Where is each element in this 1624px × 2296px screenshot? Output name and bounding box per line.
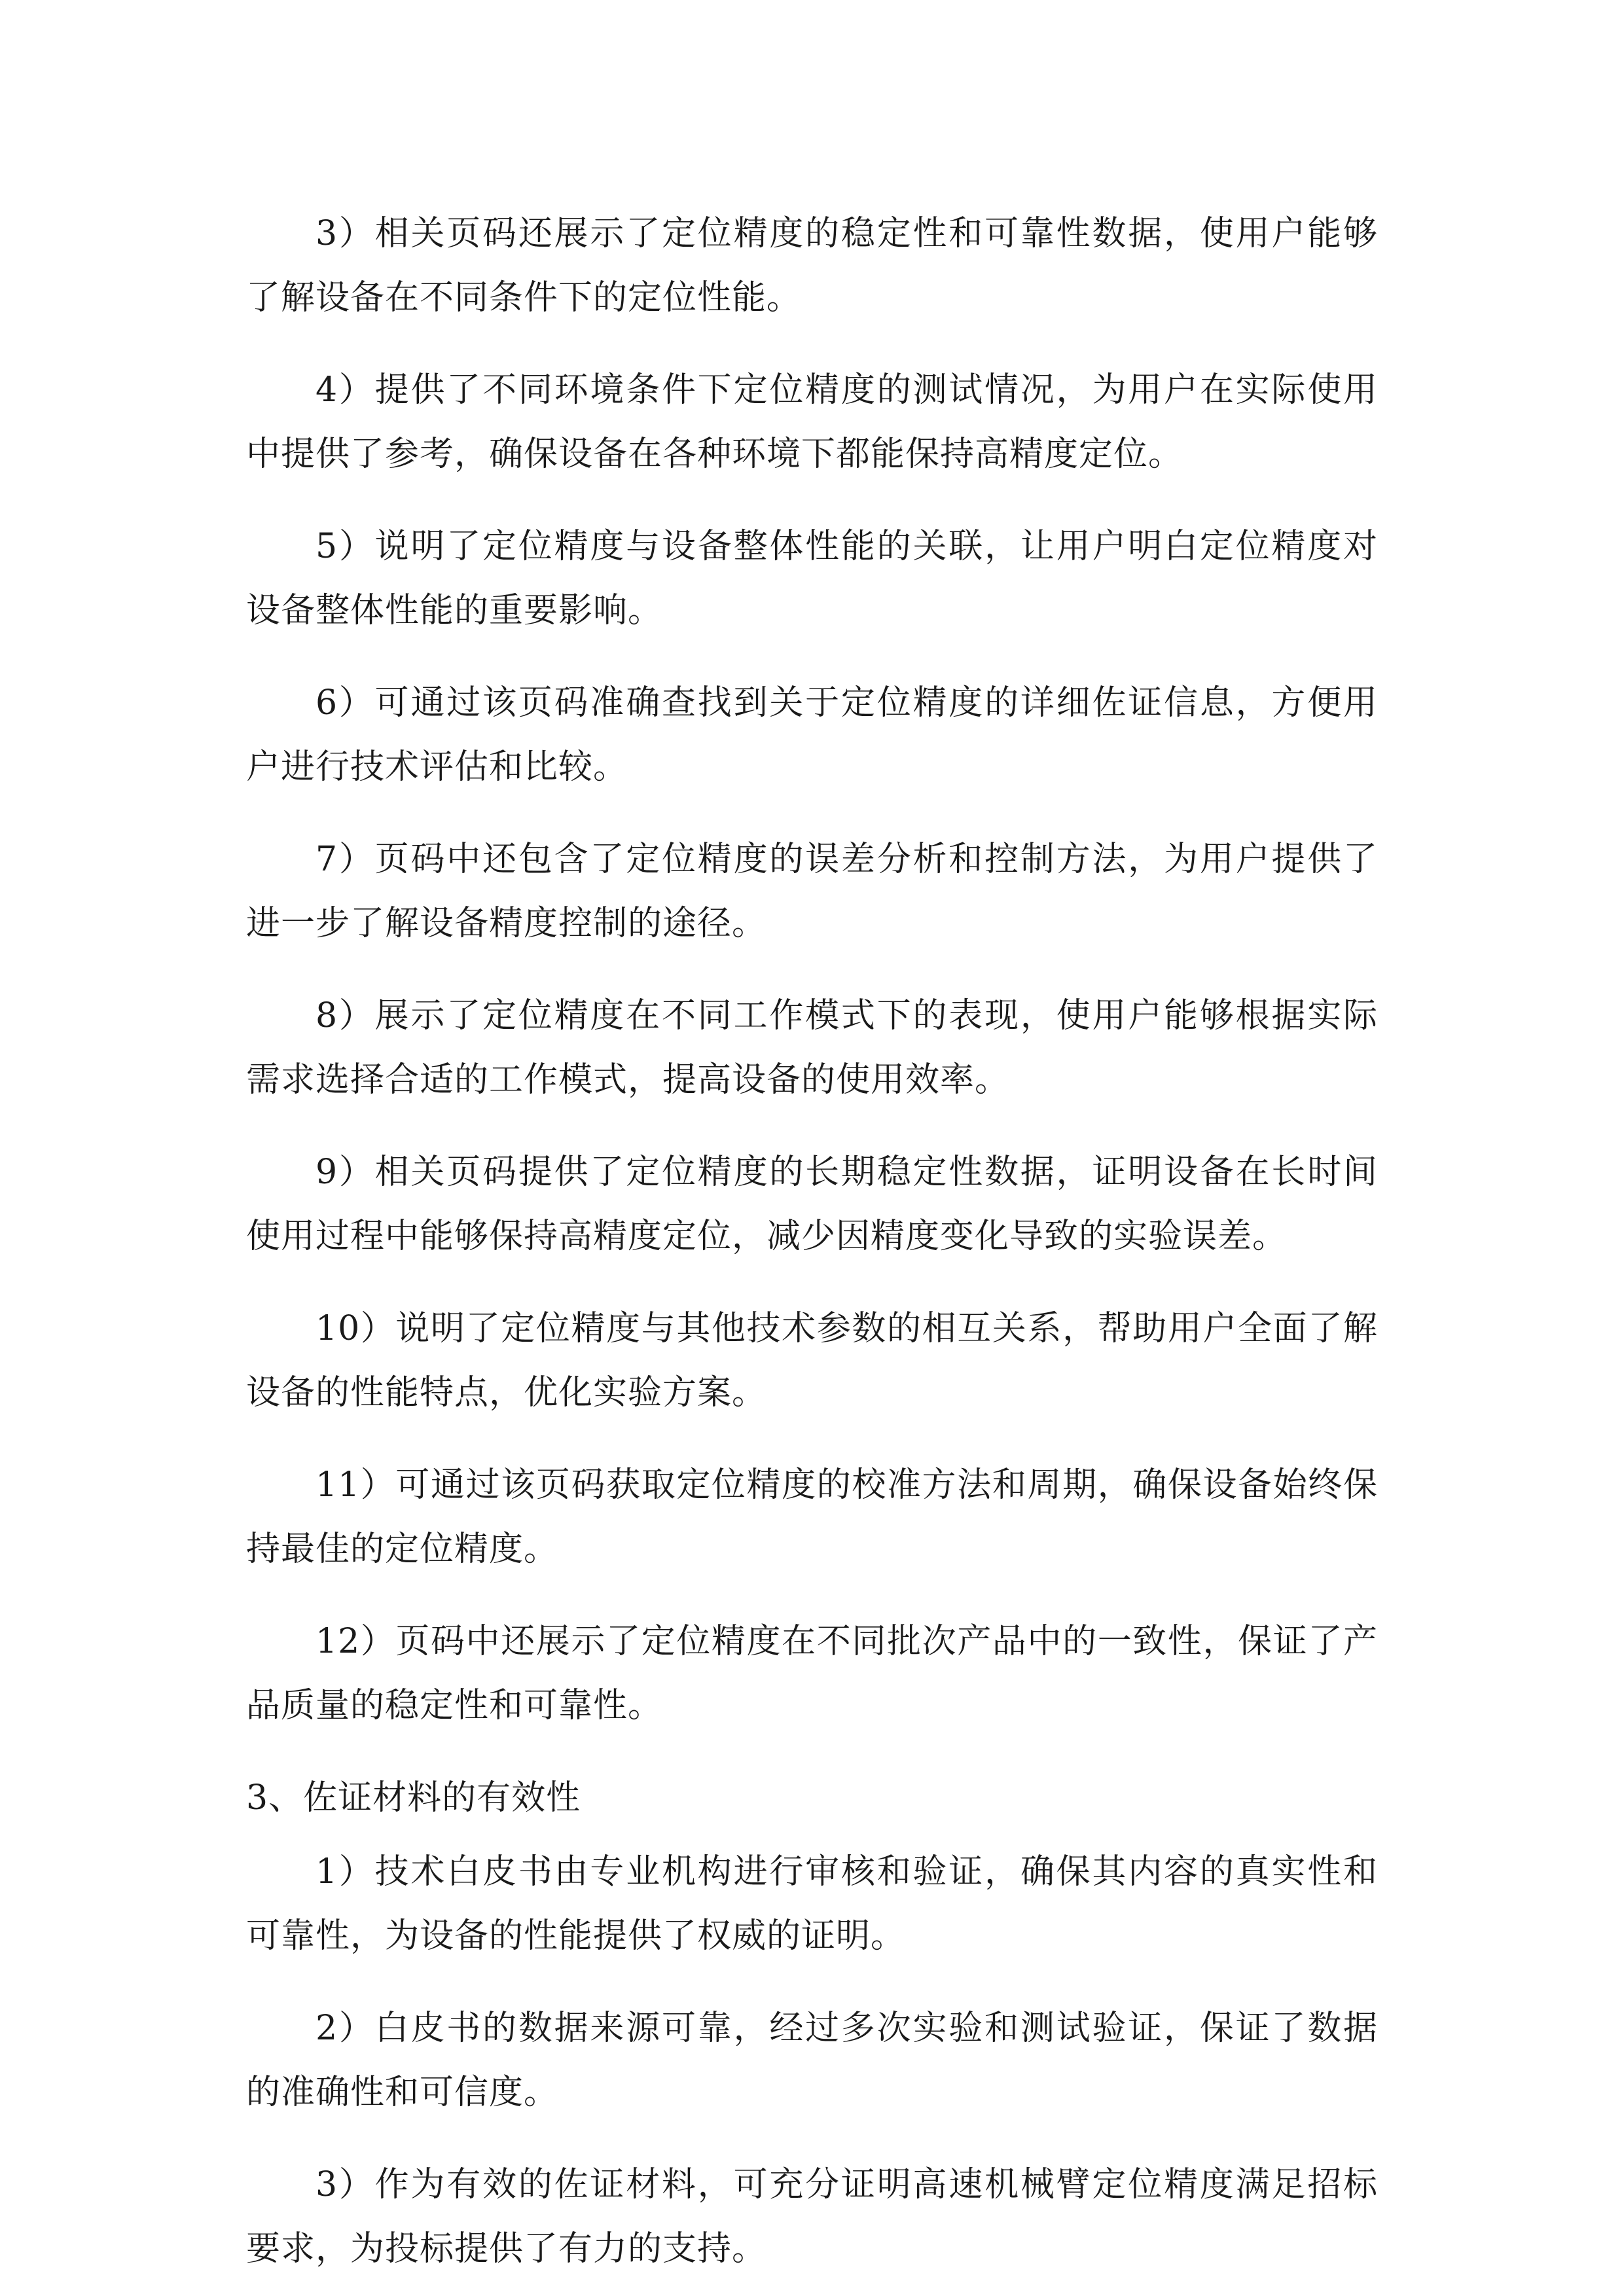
paragraph-item-10: 10）说明了定位精度与其他技术参数的相互关系，帮助用户全面了解设备的性能特点，优化实验方案。	[246, 1309, 1378, 1412]
paragraph-item-8: 8）展示了定位精度在不同工作模式下的表现，使用户能够根据实际需求选择合适的工作模式，提高设备的使用效率。	[246, 996, 1378, 1100]
paragraph-item-11: 11）可通过该页码获取定位精度的校准方法和周期，确保设备始终保持最佳的定位精度。	[246, 1465, 1378, 1569]
paragraph-item-7: 7）页码中还包含了定位精度的误差分析和控制方法，为用户提供了进一步了解设备精度控制的途径。	[246, 840, 1378, 943]
section-paragraph-1: 1）技术白皮书由专业机构进行审核和验证，确保其内容的真实性和可靠性，为设备的性能提供了权威的证明。	[246, 1852, 1378, 1956]
paragraph-item-6: 6）可通过该页码准确查找到关于定位精度的详细佐证信息，方便用户进行技术评估和比较。	[246, 683, 1378, 787]
section-paragraph-2: 2）白皮书的数据来源可靠，经过多次实验和测试验证，保证了数据的准确性和可信度。	[246, 2009, 1378, 2112]
paragraph-item-4: 4）提供了不同环境条件下定位精度的测试情况，为用户在实际使用中提供了参考，确保设备在各种环境下都能保持高精度定位。	[246, 370, 1378, 474]
paragraph-item-9: 9）相关页码提供了定位精度的长期稳定性数据，证明设备在长时间使用过程中能够保持高精度定位，减少因精度变化导致的实验误差。	[246, 1153, 1378, 1256]
paragraph-item-12: 12）页码中还展示了定位精度在不同批次产品中的一致性，保证了产品质量的稳定性和可靠性。	[246, 1622, 1378, 1725]
section-heading: 3、佐证材料的有效性	[246, 1778, 581, 1818]
paragraph-item-5: 5）说明了定位精度与设备整体性能的关联，让用户明白定位精度对设备整体性能的重要影响。	[246, 527, 1378, 630]
paragraph-item-3: 3）相关页码还展示了定位精度的稳定性和可靠性数据，使用户能够了解设备在不同条件下的定位性能。	[246, 214, 1378, 317]
section-paragraph-3: 3）作为有效的佐证材料，可充分证明高速机械臂定位精度满足招标要求，为投标提供了有力的支持。	[246, 2165, 1378, 2269]
